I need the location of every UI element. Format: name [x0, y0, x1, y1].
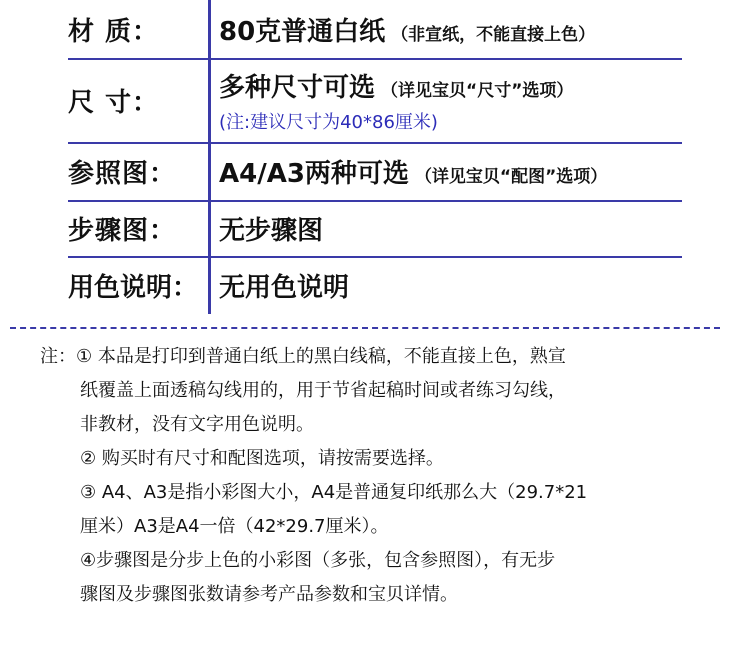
row-main-text: 无步骤图 — [219, 215, 324, 246]
dashed-divider — [10, 327, 720, 329]
row-note: （详见宝贝“尺寸”选项） — [381, 80, 574, 101]
spec-row-color — [68, 256, 682, 314]
row-divider — [68, 142, 682, 144]
notes-section — [40, 340, 700, 612]
note-line: 骤图及步骤图张数请参考产品参数和宝贝详情。 — [80, 584, 458, 605]
row-divider — [68, 200, 682, 202]
row-label: 参照图： — [68, 158, 177, 189]
row-value — [211, 256, 349, 314]
note-line: ② 购买时有尺寸和配图选项，请按需要选择。 — [80, 448, 444, 469]
row-main-text: 多种尺寸可选 — [219, 72, 376, 103]
row-note: （详见宝贝“配图”选项） — [414, 166, 608, 187]
row-note: （非宣纸，不能直接上色） — [391, 24, 596, 45]
row-main-text: 80克普通白纸 — [219, 16, 386, 47]
row-value — [211, 0, 595, 58]
spec-row-reference — [68, 142, 682, 200]
note-line: 非教材，没有文字用色说明。 — [80, 414, 314, 435]
row-label: 材 质： — [68, 16, 160, 47]
row-divider — [68, 58, 682, 60]
row-value — [211, 58, 573, 142]
row-subnote: (注:建议尺寸为40*86厘米) — [219, 111, 438, 133]
note-line: ③ A4、A3是指小彩图大小，A4是普通复印纸那么大（29.7*21 — [80, 482, 588, 503]
spec-row-size — [68, 58, 682, 142]
note-line: 纸覆盖上面透稿勾线用的，用于节省起稿时间或者练习勾线， — [80, 380, 566, 401]
row-value — [211, 142, 607, 200]
note-line: 厘米）A3是A4一倍（42*29.7厘米）。 — [80, 516, 389, 537]
row-label: 步骤图： — [68, 215, 177, 246]
note-line: ④步骤图是分步上色的小彩图（多张，包含参照图），有无步 — [80, 550, 556, 571]
spec-row-material — [68, 0, 682, 58]
row-main-text: A4/A3两种可选 — [219, 158, 409, 189]
row-label: 尺 寸： — [68, 87, 160, 118]
note-line: 注：① 本品是打印到普通白纸上的黑白线稿，不能直接上色，熟宣 — [40, 346, 566, 367]
row-value — [211, 200, 323, 256]
spec-row-steps — [68, 200, 682, 256]
row-label: 用色说明： — [68, 272, 199, 303]
row-main-text: 无用色说明 — [219, 272, 350, 303]
spec-table — [68, 0, 682, 314]
row-divider — [68, 256, 682, 258]
